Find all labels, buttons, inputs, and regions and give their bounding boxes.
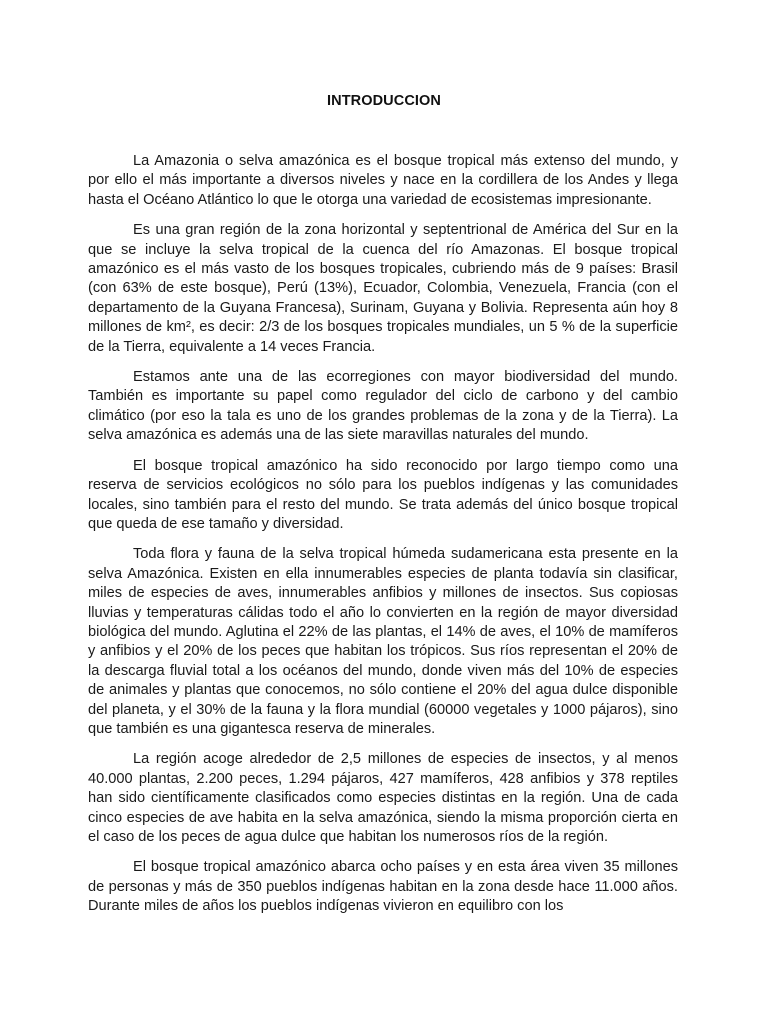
paragraph-5: Toda flora y fauna de la selva tropical húmeda sudamericana esta presente en la selva Amazónica. Existen en ella innumerables especies de planta todavía sin clasificar, miles de especies de aves, innumerables anfibios y millones de insectos. Sus copiosas lluvias y temperaturas cálidas todo el año lo convierten en la región de mayor diversidad biológica del mundo. Aglutina el 22% de las plantas, el 14% de aves, el 10% de mamíferos y anfibios y el 20% de los peces que habitan los trópicos. Sus ríos representan el 20% de la descarga fluvial total a los océanos del mundo, donde viven más del 10% de especies de animales y plantas que conocemos, no sólo contiene el 20% del agua dulce disponible del planeta, y el 30% de la fauna y la flora mundial (60000 vegetales y 1000 pájaros), sino que también es una gigantesca reserva de minerales. bbox=[88, 546, 678, 737]
paragraph-1: La Amazonia o selva amazónica es el bosque tropical más extenso del mundo, y por ello el más importante a diversos niveles y nace en la cordillera de los Andes y llega hasta el Océano Atlántico lo que le otorga una variedad de ecosistemas impresionante. bbox=[88, 153, 678, 208]
paragraph-2: Es una gran región de la zona horizontal y septentrional de América del Sur en la que se incluye la selva tropical de la cuenca del río Amazonas. El bosque tropical amazónico es el más vasto de los bosques tropicales, cubriendo más de 9 países: Brasil (con 63% de este bosque), Perú (13%), Ecuador, Colombia, Venezuela, Francia (con el departamento de la Guyana Francesa), Surinam, Guyana y Bolivia. Representa aún hoy 8 millones de km², es decir: 2/3 de los bosques tropicales mundiales, un 5 % de la superficie de la Tierra, equivalente a 14 veces Francia. bbox=[88, 222, 678, 355]
paragraph-3: Estamos ante una de las ecorregiones con mayor biodiversidad del mundo. También es importante su papel como regulador del ciclo de carbono y del cambio climático (por eso la tala es uno de los grandes problemas de la zona y de la Tierra). La selva amazónica es además una de las siete maravillas naturales del mundo. bbox=[88, 369, 678, 444]
paragraph-7: El bosque tropical amazónico abarca ocho países y en esta área viven 35 millones de personas y más de 350 pueblos indígenas habitan en la zona desde hace 11.000 años. Durante miles de años los pueblos indígenas vivieron en equilibro con los bbox=[88, 859, 678, 915]
document-title: INTRODUCCION bbox=[327, 93, 441, 109]
paragraph-6: La región acoge alrededor de 2,5 millones de especies de insectos, y al menos 40.000 plantas, 2.200 peces, 1.294 pájaros, 427 mamíferos, 428 anfibios y 378 reptiles han sido científicamente clasificados como especies distintas en la región. Una de cada cinco especies de ave habita en la selva amazónica, siendo la misma proporción cierta en el caso de los peces de agua dulce que habitan los numerosos ríos de la región. bbox=[88, 751, 678, 845]
paragraph-4: El bosque tropical amazónico ha sido reconocido por largo tiempo como una reserva de servicios ecológicos no sólo para los pueblos indígenas y las comunidades locales, sino también para el resto del mundo. Se trata además del único bosque tropical que queda de ese tamaño y diversidad. bbox=[88, 457, 678, 532]
document-body bbox=[88, 152, 678, 928]
